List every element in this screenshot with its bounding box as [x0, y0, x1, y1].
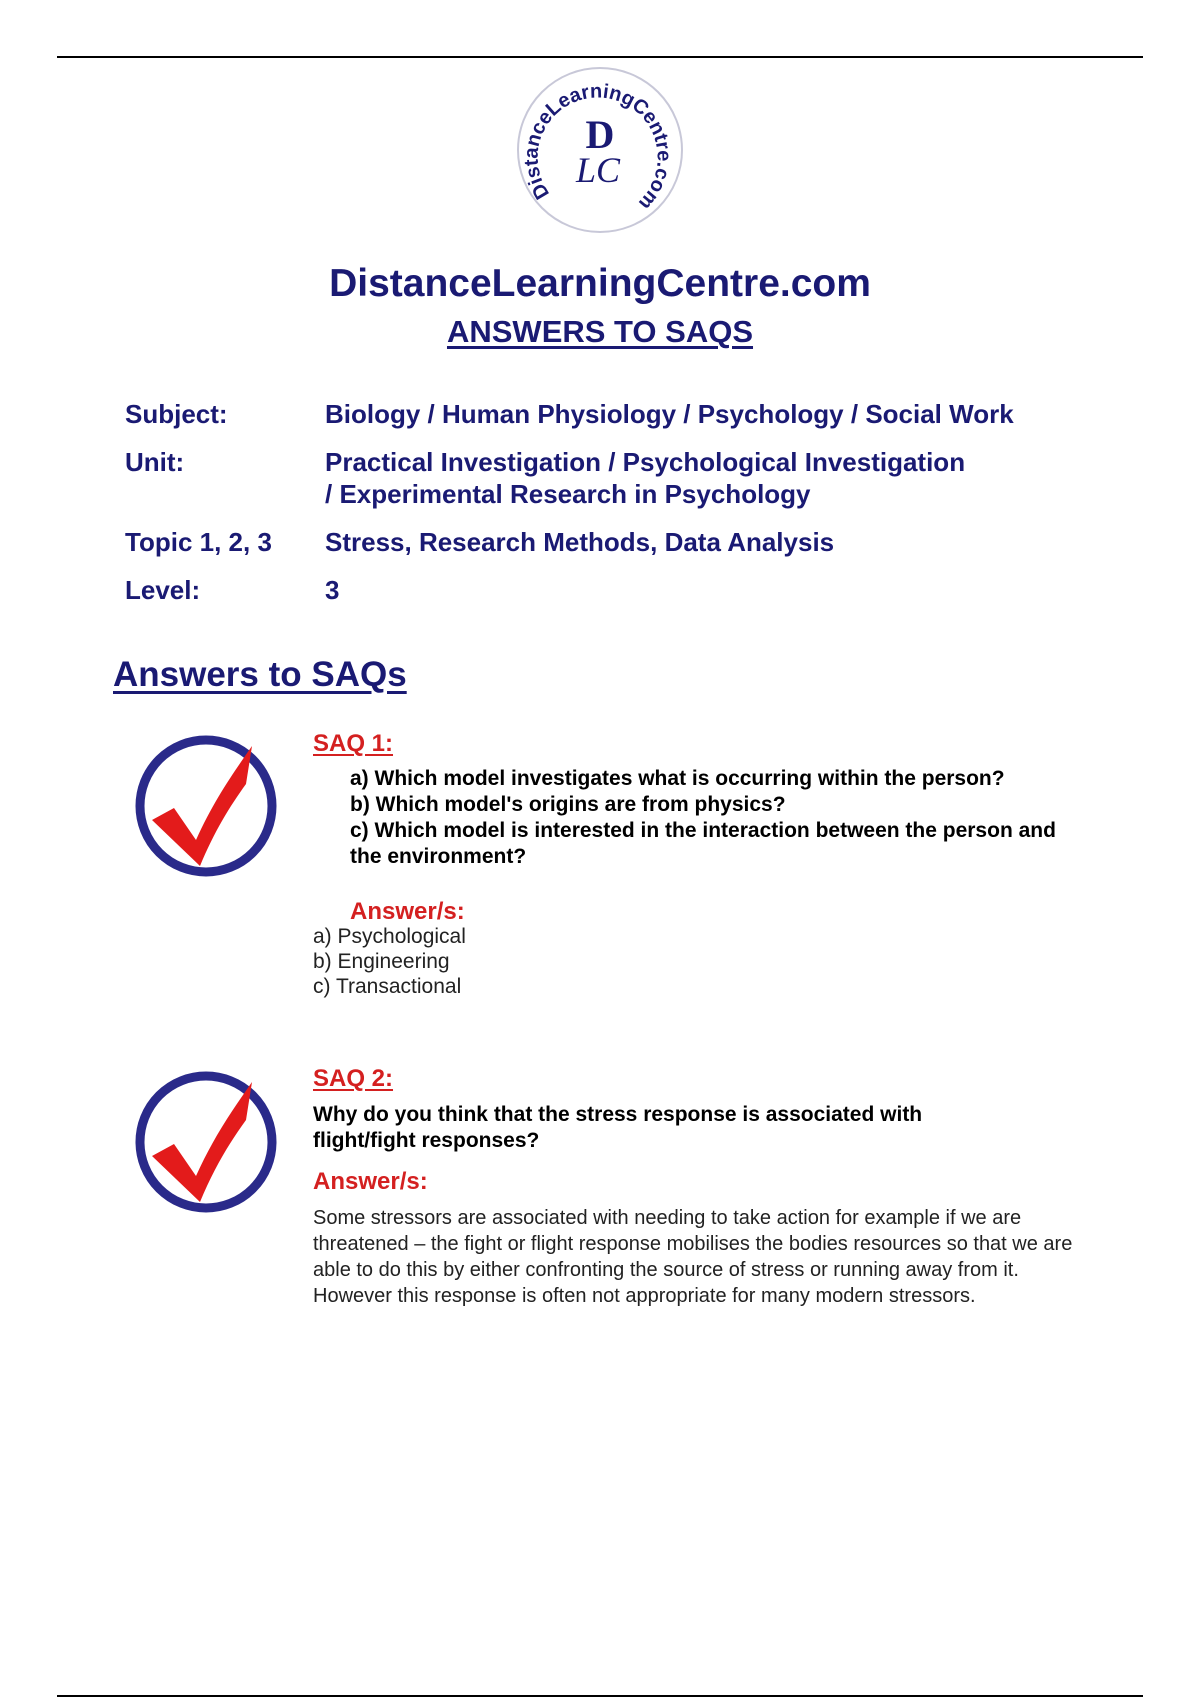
logo-arc-text: DistanceLearningCentre.com	[520, 80, 675, 214]
answer-item: c) Transactional	[313, 975, 462, 998]
meta-unit	[125, 446, 1125, 510]
meta-subject	[125, 398, 1125, 430]
question-item: c) Which model is interested in the interaction between the person and the environment?	[350, 819, 1056, 868]
answer-item: b) Engineering	[313, 950, 450, 973]
meta-value: 3	[325, 575, 340, 605]
saq2-answer: Some stressors are associated with needing to take action for example if we are threatened – the fight or flight response mobilises the bodies resources so that we are able to do this by either confronting the source of stress or running away from it. However this response is often not appropriate for many modern stressors.	[313, 1207, 1073, 1307]
meta-label: Unit:	[125, 447, 185, 477]
logo-monogram-d: D	[585, 112, 615, 157]
section-title: Answers to SAQs	[113, 655, 407, 694]
question-item: b) Which model's origins are from physics?	[350, 793, 786, 816]
meta-level	[125, 574, 1125, 606]
site-title: DistanceLearningCentre.com	[329, 262, 871, 305]
checkmark-icon	[134, 728, 284, 878]
meta-label: Topic 1, 2, 3	[125, 527, 272, 557]
saq1-title: SAQ 1:	[313, 730, 394, 757]
logo-monogram-lc: LC	[575, 150, 621, 190]
saq1-questions	[350, 766, 1070, 870]
meta-value: Biology / Human Physiology / Psychology / Social Work	[325, 399, 1014, 429]
meta-topic	[125, 526, 1125, 558]
saq2-answer-label: Answer/s:	[313, 1168, 428, 1195]
dlc-logo	[514, 64, 686, 236]
saq2-title: SAQ 2:	[313, 1065, 394, 1092]
bottom-rule	[57, 1695, 1143, 1697]
course-meta	[125, 398, 1125, 622]
answer-item: a) Psychological	[313, 925, 466, 948]
saq1-answer-label: Answer/s:	[350, 898, 465, 925]
page-subtitle: ANSWERS TO SAQS	[446, 314, 754, 349]
meta-label: Level:	[125, 575, 201, 605]
meta-value: Practical Investigation / Psychological Investigation / Experimental Research in Psychology	[325, 447, 966, 509]
meta-label: Subject:	[125, 399, 228, 429]
meta-value: Stress, Research Methods, Data Analysis	[325, 527, 835, 557]
checkmark-icon	[134, 1064, 284, 1214]
top-rule	[57, 56, 1143, 58]
question-item: a) Which model investigates what is occurring within the person?	[350, 767, 1005, 790]
saq2-question: Why do you think that the stress response is associated with flight/fight responses?	[313, 1103, 923, 1152]
saq1-answers	[313, 924, 466, 999]
